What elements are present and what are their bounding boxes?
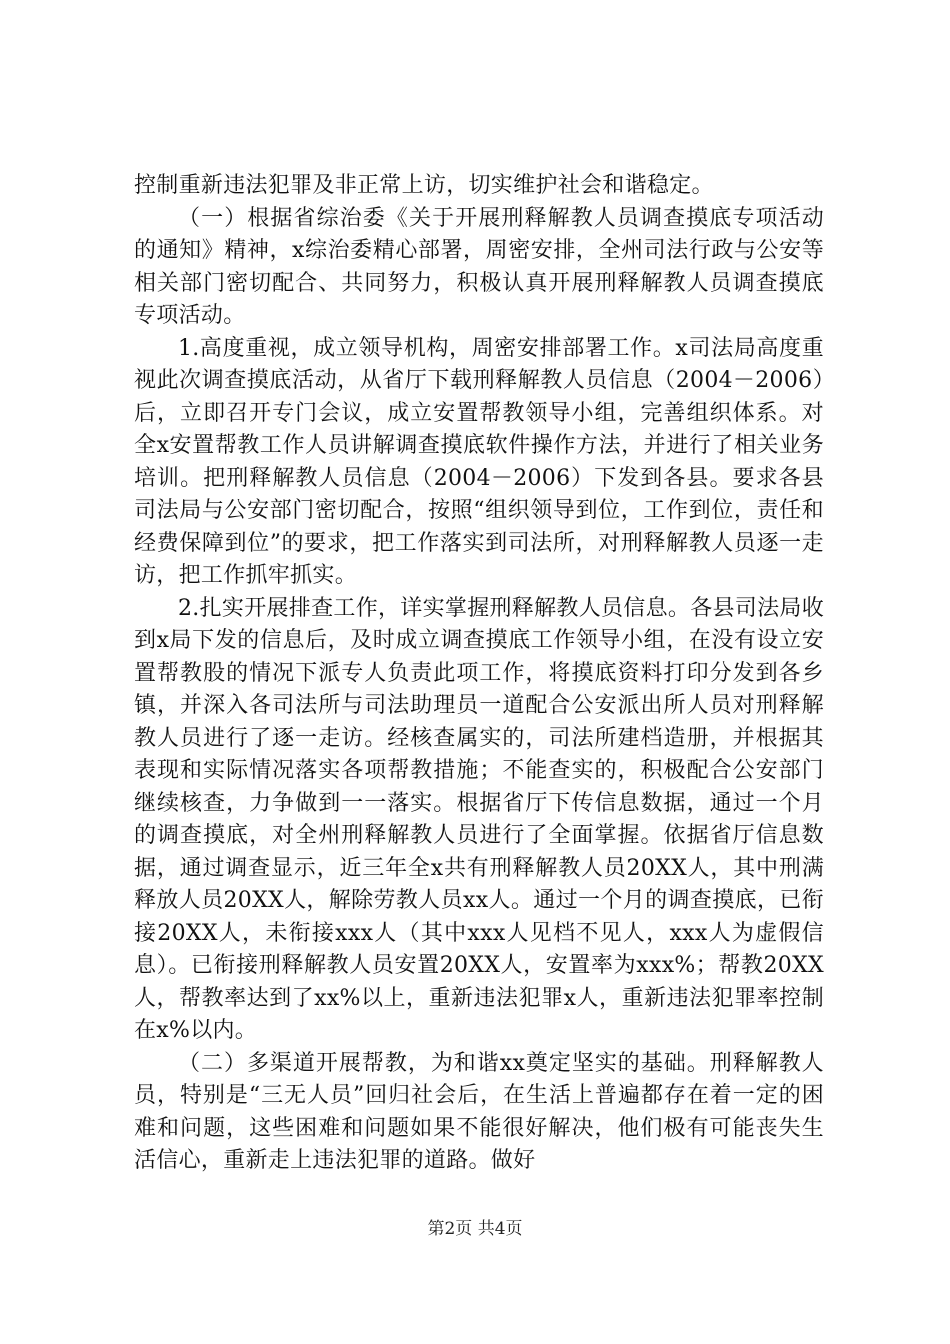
- page-number-footer: 第2页 共4页: [427, 1219, 523, 1239]
- paragraph-section-one: （一）根据省综治委《关于开展刑释解教人员调查摸底专项活动的通知》精神，x综治委精心部署，周密安排，全州司法行政与公安等相关部门密切配合、共同努力，积极认真开展刑释解教人员调查摸底专项活动。: [134, 205, 824, 328]
- paragraph-item-two: 2.扎实开展排查工作，详实掌握刑释解教人员信息。各县司法局收到x局下发的信息后，及时成立调查摸底工作领导小组，在没有设立安置帮教股的情况下派专人负责此项工作，将摸底资料打印分发到各乡镇，并深入各司法所与司法助理员一道配合公安派出所人员对刑释解教人员进行了逐一走访。经核查属实的，司法所建档造册，并根据其表现和实际情况落实各项帮教措施；不能查实的，积极配合公安部门继续核查，力争做到一一落实。根据省厅下传信息数据，通过一个月的调查摸底，对全州刑释解教人员进行了全面掌握。依据省厅信息数据，通过调查显示，近三年全x共有刑释解教人员20XX人，其中刑满释放人员20XX人，解除劳教人员xx人。通过一个月的调查摸底，已衔接20XX人，未衔接xxx人（其中xxx人见档不见人，xxx人为虚假信息）。已衔接刑释解教人员安置20XX人，安置率为xxx%；帮教20XX人，帮教率达到了xx%以上，重新违法犯罪x人，重新违法犯罪率控制在x%以内。: [134, 595, 824, 1043]
- paragraph-section-two: （二）多渠道开展帮教，为和谐xx奠定坚实的基础。刑释解教人员，特别是“三无人员”回归社会后，在生活上普遍都存在着一定的困难和问题，这些困难和问题如果不能很好解决，他们极有可能丧失生活信心，重新走上违法犯罪的道路。做好: [134, 1050, 824, 1173]
- document-body: [134, 170, 824, 1178]
- paragraph-item-one: 1.高度重视，成立领导机构，周密安排部署工作。x司法局高度重视此次调查摸底活动，从省厅下载刑释解教人员信息（2004－2006）后，立即召开专门会议，成立安置帮教领导小组，完善组织体系。对全x安置帮教工作人员讲解调查摸底软件操作方法，并进行了相关业务培训。把刑释解教人员信息（2004－2006）下发到各县。要求各县司法局与公安部门密切配合，按照“组织领导到位，工作到位，责任和经费保障到位”的要求，把工作落实到司法所，对刑释解教人员逐一走访，把工作抓牢抓实。: [134, 335, 824, 588]
- paragraph-continuation: 控制重新违法犯罪及非正常上访，切实维护社会和谐稳定。: [134, 173, 714, 198]
